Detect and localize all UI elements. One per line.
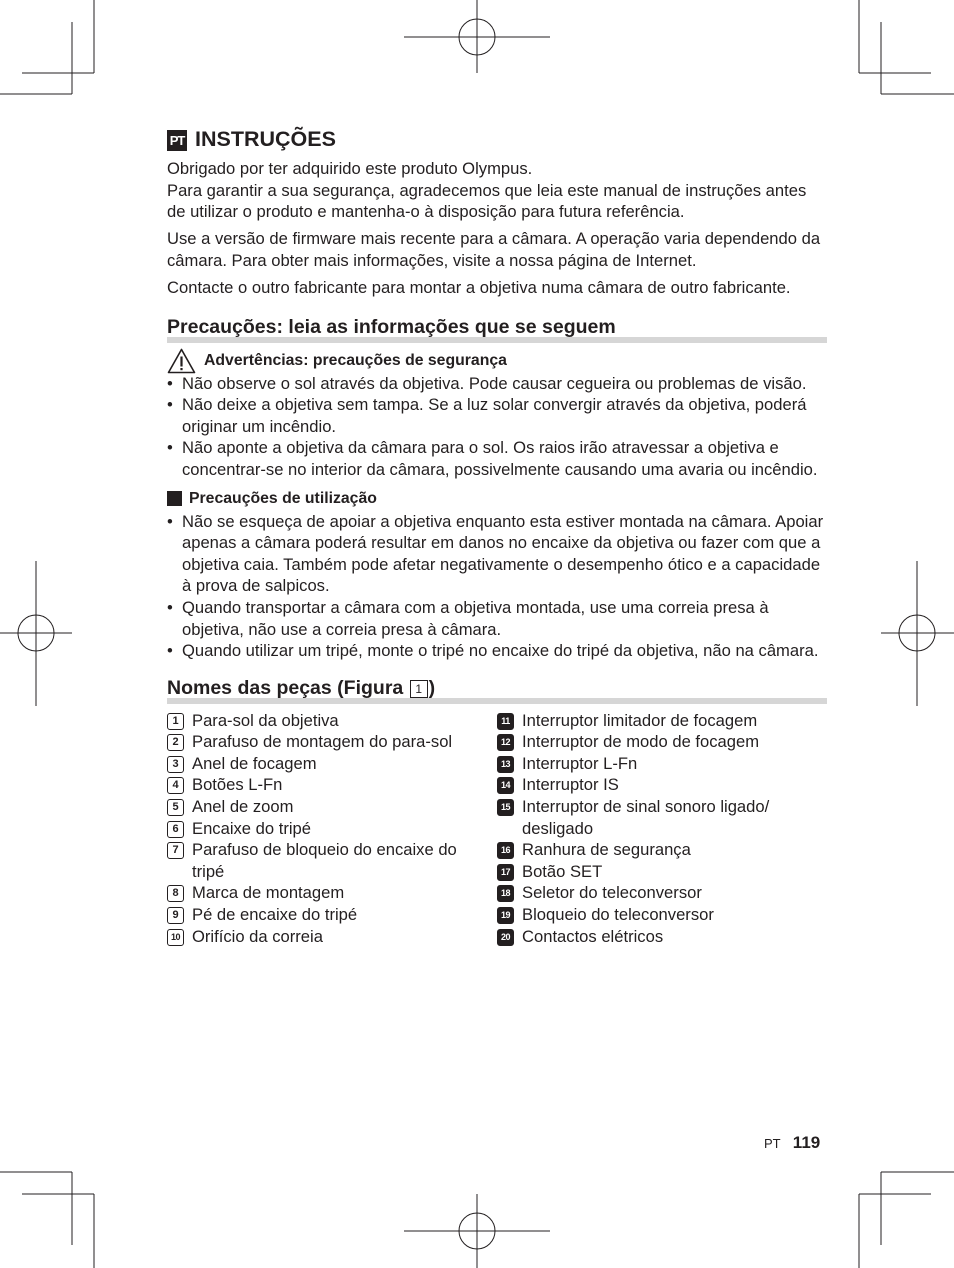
page-footer bbox=[764, 1133, 820, 1153]
parts-column-right bbox=[497, 710, 827, 948]
list-item: 12 Interruptor de modo de focagem bbox=[497, 731, 827, 753]
usage-subheading: Precauções de utilização bbox=[167, 487, 827, 511]
title-text: INSTRUÇÕES bbox=[195, 127, 336, 152]
registration-mark-icon bbox=[404, 0, 550, 73]
list-item: 16 Ranhura de segurança bbox=[497, 839, 827, 861]
parts-heading: Nomes das peças (Figura 1 ) bbox=[167, 678, 827, 704]
list-item: 10 Orifício da correia bbox=[167, 926, 497, 948]
list-item: 20 Contactos elétricos bbox=[497, 926, 827, 948]
intro-paragraph-1: Obrigado por ter adquirido este produto Olympus. Para garantir a sua segurança, agradecemos que leia este manual de instruções antes de utilizar o produto e mantenha-o à disposição para futura referência. bbox=[167, 159, 807, 222]
warning-triangle-icon bbox=[167, 348, 196, 374]
list-item: 8 Marca de montagem bbox=[167, 882, 497, 904]
list-item: 1 Para-sol da objetiva bbox=[167, 710, 497, 732]
figure-number: 1 bbox=[410, 680, 428, 698]
usage-list bbox=[167, 511, 827, 662]
list-item: 4 Botões L-Fn bbox=[167, 774, 497, 796]
page-number: 119 bbox=[792, 1133, 821, 1152]
parts-list bbox=[167, 710, 827, 948]
list-item: 6 Encaixe do tripé bbox=[167, 818, 497, 840]
intro-paragraph-2: Use a versão de firmware mais recente para a câmara. A operação varia dependendo da câmara. Para obter mais informações, visite a nossa página de Internet. bbox=[167, 229, 821, 270]
list-item: 11 Interruptor limitador de focagem bbox=[497, 710, 827, 732]
list-item: • Não observe o sol através da objetiva. Pode causar cegueira ou problemas de visão. bbox=[167, 373, 807, 393]
list-item: 13 Interruptor L-Fn bbox=[497, 753, 827, 775]
list-item: 5 Anel de zoom bbox=[167, 796, 497, 818]
list-item: • Não se esqueça de apoiar a objetiva enquanto esta estiver montada na câmara. Apoiar apenas a câmara poderá resultar em danos no encaixe da objetiva ou fazer com que a objetiva caia. Também pode afetar negativamente o desempenho ótico e a capacidade à prova de salpicos. bbox=[167, 511, 824, 596]
intro-paragraph-3: Contacte o outro fabricante para montar a objetiva numa câmara de outro fabricante. bbox=[167, 277, 791, 297]
language-badge: PT bbox=[167, 130, 187, 151]
list-item: 3 Anel de focagem bbox=[167, 753, 497, 775]
list-item: 7 Parafuso de bloqueio do encaixe do tripé bbox=[167, 839, 497, 882]
list-item: • Não deixe a objetiva sem tampa. Se a luz solar convergir através da objetiva, poderá originar um incêndio. bbox=[167, 395, 807, 436]
list-item: 9 Pé de encaixe do tripé bbox=[167, 904, 497, 926]
list-item: 19 Bloqueio do teleconversor bbox=[497, 904, 827, 926]
list-item: • Não aponte a objetiva da câmara para o sol. Os raios irão atravessar a objetiva e concentrar-se no interior da câmara, possivelmente causando uma avaria ou incêndio. bbox=[167, 438, 818, 479]
list-item: • Quando utilizar um tripé, monte o tripé no encaixe do tripé da objetiva, não na câmara. bbox=[167, 641, 819, 661]
list-item: • Quando transportar a câmara com a objetiva montada, use uma correia presa à objetiva, não use a correia presa à câmara. bbox=[167, 597, 769, 639]
list-item: 15 Interruptor de sinal sonoro ligado/ desligado bbox=[497, 796, 827, 839]
page-content bbox=[167, 126, 827, 947]
list-item: 17 Botão SET bbox=[497, 861, 827, 883]
page-title bbox=[167, 126, 827, 154]
warnings-subheading: Advertências: precauções de segurança bbox=[167, 349, 827, 373]
parts-column-left bbox=[167, 710, 497, 948]
list-item: 18 Seletor do teleconversor bbox=[497, 882, 827, 904]
footer-language: PT bbox=[764, 1136, 781, 1151]
precautions-heading: Precauções: leia as informações que se seguem bbox=[167, 317, 827, 343]
list-item: 2 Parafuso de montagem do para-sol bbox=[167, 731, 497, 753]
warnings-list bbox=[167, 373, 827, 481]
list-item: 14 Interruptor IS bbox=[497, 774, 827, 796]
black-square-icon bbox=[167, 491, 182, 506]
